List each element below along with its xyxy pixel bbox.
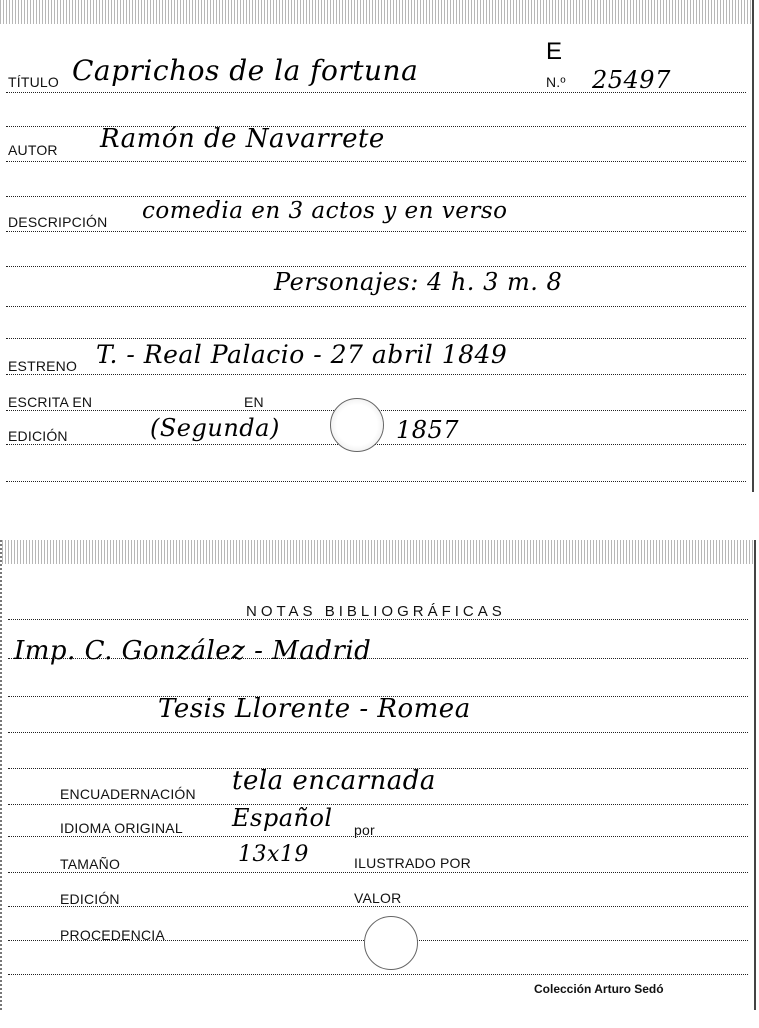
tamano-label: TAMAÑO [60,856,121,872]
encuadernacion-label: ENCUADERNACIÓN [60,786,196,802]
notes-line-1: Imp. C. González - Madrid [14,636,372,666]
rule-line [6,161,746,162]
rule-line [6,231,746,232]
numero-value: 25497 [592,66,671,94]
rule-line [6,306,746,307]
autor-label: AUTOR [8,142,58,158]
stamp-mark [364,916,418,970]
rule-line [8,872,748,873]
estreno-value: T. - Real Palacio - 27 abril 1849 [96,340,508,369]
autor-value: Ramón de Navarrete [100,124,385,154]
en-label: EN [244,394,264,410]
rule-line [6,266,746,267]
notes-line-2: Tesis Llorente - Romea [158,694,471,724]
edicion-label: EDICIÓN [8,428,68,444]
encuadernacion-value: tela encarnada [232,766,436,796]
ilustrado-label: ILUSTRADO POR [354,855,471,871]
edicion-year: 1857 [396,416,460,444]
catalog-letter: E [546,38,563,65]
rule-line [6,196,746,197]
titulo-label: TÍTULO [8,74,59,90]
descripcion-value: comedia en 3 actos y en verso [142,198,508,224]
card-top-border [0,0,752,24]
rule-line [8,974,748,975]
card-top-border [2,540,754,564]
notas-heading: NOTAS BIBLIOGRÁFICAS [246,603,506,620]
rule-line [8,732,748,733]
estreno-label: ESTRENO [8,358,78,374]
rule-line [6,374,746,375]
catalog-card-front [0,0,754,492]
edicion-value: (Segunda) [150,414,280,442]
stamp-mark [330,398,384,452]
idioma-value: Español [232,804,333,832]
collection-footer: Colección Arturo Sedó [534,982,664,996]
rule-line [6,481,746,482]
rule-line [6,338,746,339]
edicion2-label: EDICIÓN [60,891,120,907]
titulo-value: Caprichos de la fortuna [72,54,419,87]
personajes-value: Personajes: 4 h. 3 m. 8 [274,268,563,296]
escrita-en-label: ESCRITA EN [8,394,93,410]
rule-line [8,836,748,837]
tamano-value: 13x19 [238,842,309,867]
descripcion-label: DESCRIPCIÓN [8,214,108,230]
numero-label: N.º [546,74,566,90]
procedencia-label: PROCEDENCIA [60,927,165,943]
valor-label: VALOR [354,890,402,906]
rule-line [8,804,748,805]
idioma-label: IDIOMA ORIGINAL [60,820,183,836]
por-label: por [354,822,375,838]
